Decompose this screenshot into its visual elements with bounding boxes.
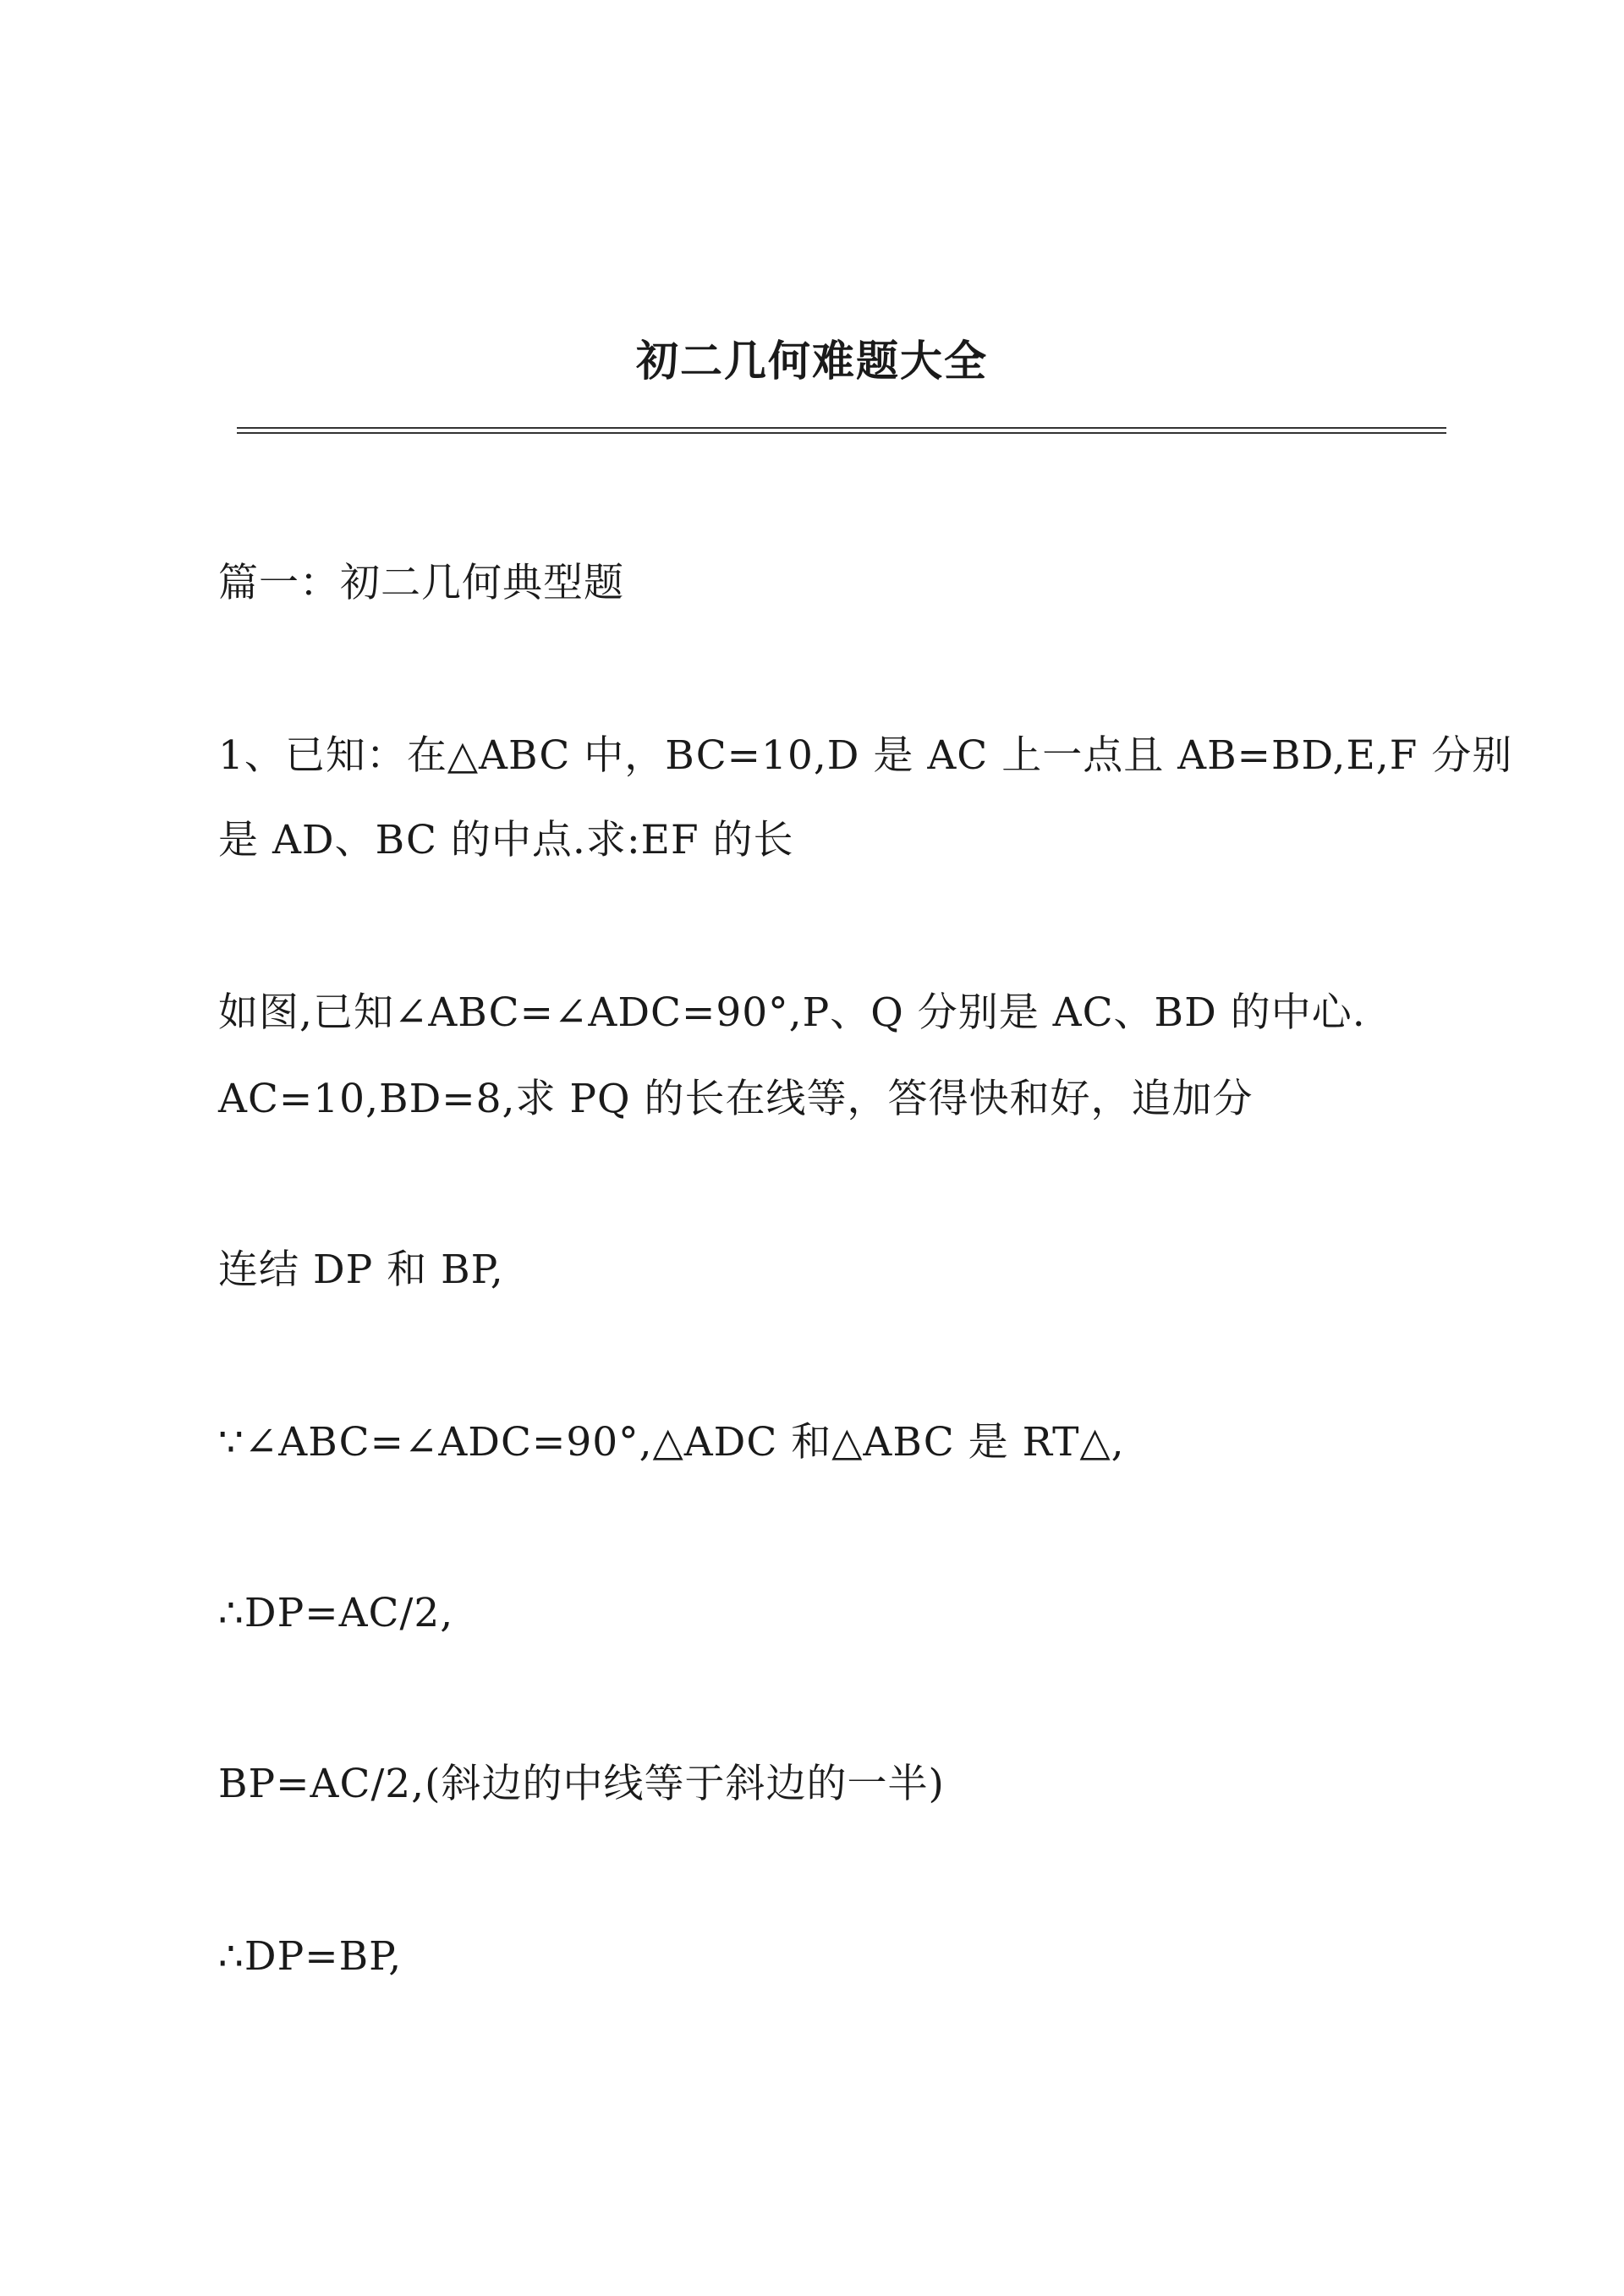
problem-2-line-1: 如图,已知∠ABC=∠ADC=90°,P、Q 分别是 AC、BD 的中心. <box>218 989 1366 1036</box>
problem-2-line-2: AC=10,BD=8,求 PQ 的长在线等，答得快和好，追加分 <box>218 1076 1254 1122</box>
solution-line-2: ∵∠ABC=∠ADC=90°,△ADC 和△ABC 是 RT△, <box>218 1419 1125 1466</box>
solution-line-5: ∴DP=BP, <box>218 1933 403 1980</box>
section-heading: 篇一：初二几何典型题 <box>218 560 624 606</box>
page-title: 初二几何难题大全 <box>636 336 988 386</box>
solution-line-1: 连结 DP 和 BP, <box>218 1247 504 1293</box>
solution-line-3: ∴DP=AC/2, <box>218 1590 454 1636</box>
solution-line-4: BP=AC/2,(斜边的中线等于斜边的一半) <box>218 1761 945 1807</box>
title-double-rule <box>237 427 1446 434</box>
problem-1-line-2: 是 AD、BC 的中点.求:EF 的长 <box>218 817 794 863</box>
problem-1-line-1: 1、已知：在△ABC 中，BC=10,D 是 AC 上一点且 AB=BD,E,F 分别 <box>218 732 1513 779</box>
